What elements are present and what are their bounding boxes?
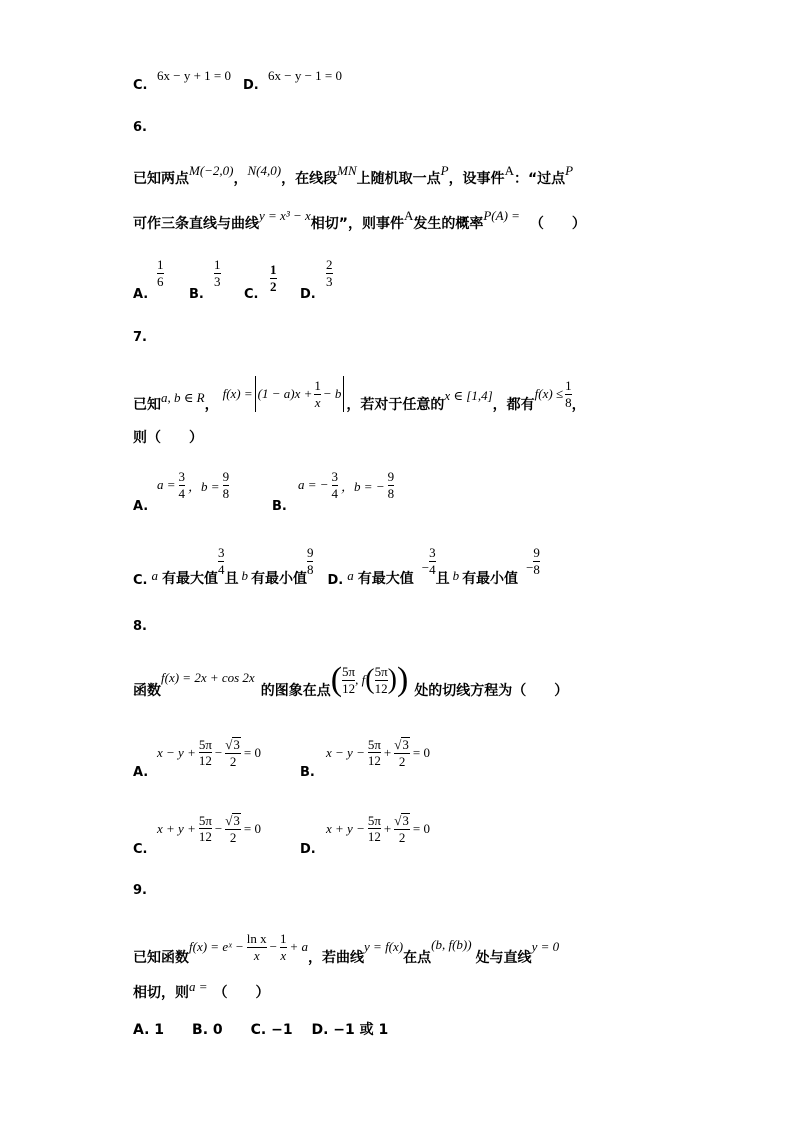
q5-option-d-label: D. — [243, 78, 259, 93]
q6-opt-b-frac: 1 3 — [214, 257, 221, 289]
q8-opt-d-label: D. — [300, 842, 316, 857]
q7-opt-b-math: a = − $\frac{3}{4}$ ，b = − $\frac{9}{8}$ — [298, 469, 395, 501]
q6-opt-a-label: A. — [133, 287, 149, 302]
q6-opt-b-label: B. — [189, 287, 204, 302]
q9-line2: 相切，则a = （ ） — [133, 979, 270, 1001]
q8-opt-c-label: C. — [133, 842, 148, 857]
q8-opt-a-label: A. — [133, 765, 149, 780]
q6-opt-c-frac: 1 2 — [270, 262, 277, 294]
q7-line2: 则（ ） — [133, 430, 203, 446]
q7-opt-a-label: A. — [133, 499, 149, 514]
q6-line2: 可作三条直线与曲线y = x³ − x相切”，则事件A发生的概率P(A) =（ ） — [133, 208, 586, 232]
q8-opt-b-math: x − y − $\frac{5\pi}{12}$ + $\frac{√3}{2}$ = 0 — [326, 736, 430, 769]
q7-opt-cd: C. a 有最大值 $\frac{3}{4}$ 且 b 有最小值 $\frac{9}{8}$ D. a 有最大值 − $\frac{3}{4}$ 且 b 有最小值 − $\frac{9}{8}$ — [133, 545, 540, 588]
q8-line1: 函数 f(x) = 2x + cos 2x 的图象在点 ( $\frac{5\pi}{12}$ , f ( $\frac{5\pi}{12}$ ) ) 处的切线方程为（ ） — [133, 661, 569, 699]
q5-option-c-label: C. — [133, 78, 148, 93]
q6-opt-d-frac: 2 3 — [326, 257, 333, 289]
q5-option-d-math: 6x − y − 1 = 0 — [268, 68, 342, 83]
q8-opt-b-label: B. — [300, 765, 315, 780]
q9-answers: A. 1 B. 0 C. −1 D. −1 或 1 — [133, 1022, 389, 1038]
q6-opt-a-frac: 1 6 — [157, 257, 164, 289]
q9-line1: 已知函数 f(x) = eˣ − $\frac{\text{ln x}}{x}$ − $\frac{1}{x}$ + a ，若曲线 y = f(x) 在点 (b, f(b)) 处与直线 y = 0 — [133, 930, 560, 966]
q8-opt-a-math: x − y + $\frac{5\pi}{12}$ − $\frac{√3}{2}$ = 0 — [157, 736, 261, 769]
q7-line1: 已知 a, b ∈ R ， f(x) = (1 − a)x + $\frac{1}{x}$ − b ，若对于任意的 x ∈ [1,4] ，都有 f(x) ≤ $\frac{1}{8}$ ， — [133, 377, 586, 413]
q6-opt-d-label: D. — [300, 287, 316, 302]
q6-number: 6. — [133, 120, 147, 135]
q7-opt-a-math: a = $\frac{3}{4}$ ，b = $\frac{9}{8}$ — [157, 469, 230, 501]
q7-number: 7. — [133, 330, 147, 345]
q8-opt-d-math: x + y − $\frac{5\pi}{12}$ + $\frac{√3}{2}$ = 0 — [326, 812, 430, 845]
q8-number: 8. — [133, 619, 147, 634]
q9-number: 9. — [133, 883, 147, 898]
q6-opt-c-label: C. — [244, 287, 259, 302]
q6-line1: 已知两点M(−2,0)，N(4,0)，在线段MN上随机取一点P，设事件A：“过点P — [133, 163, 574, 187]
q8-opt-c-math: x + y + $\frac{5\pi}{12}$ − $\frac{√3}{2}$ = 0 — [157, 812, 261, 845]
q7-opt-b-label: B. — [272, 499, 287, 514]
q5-option-c-math: 6x − y + 1 = 0 — [157, 68, 231, 83]
